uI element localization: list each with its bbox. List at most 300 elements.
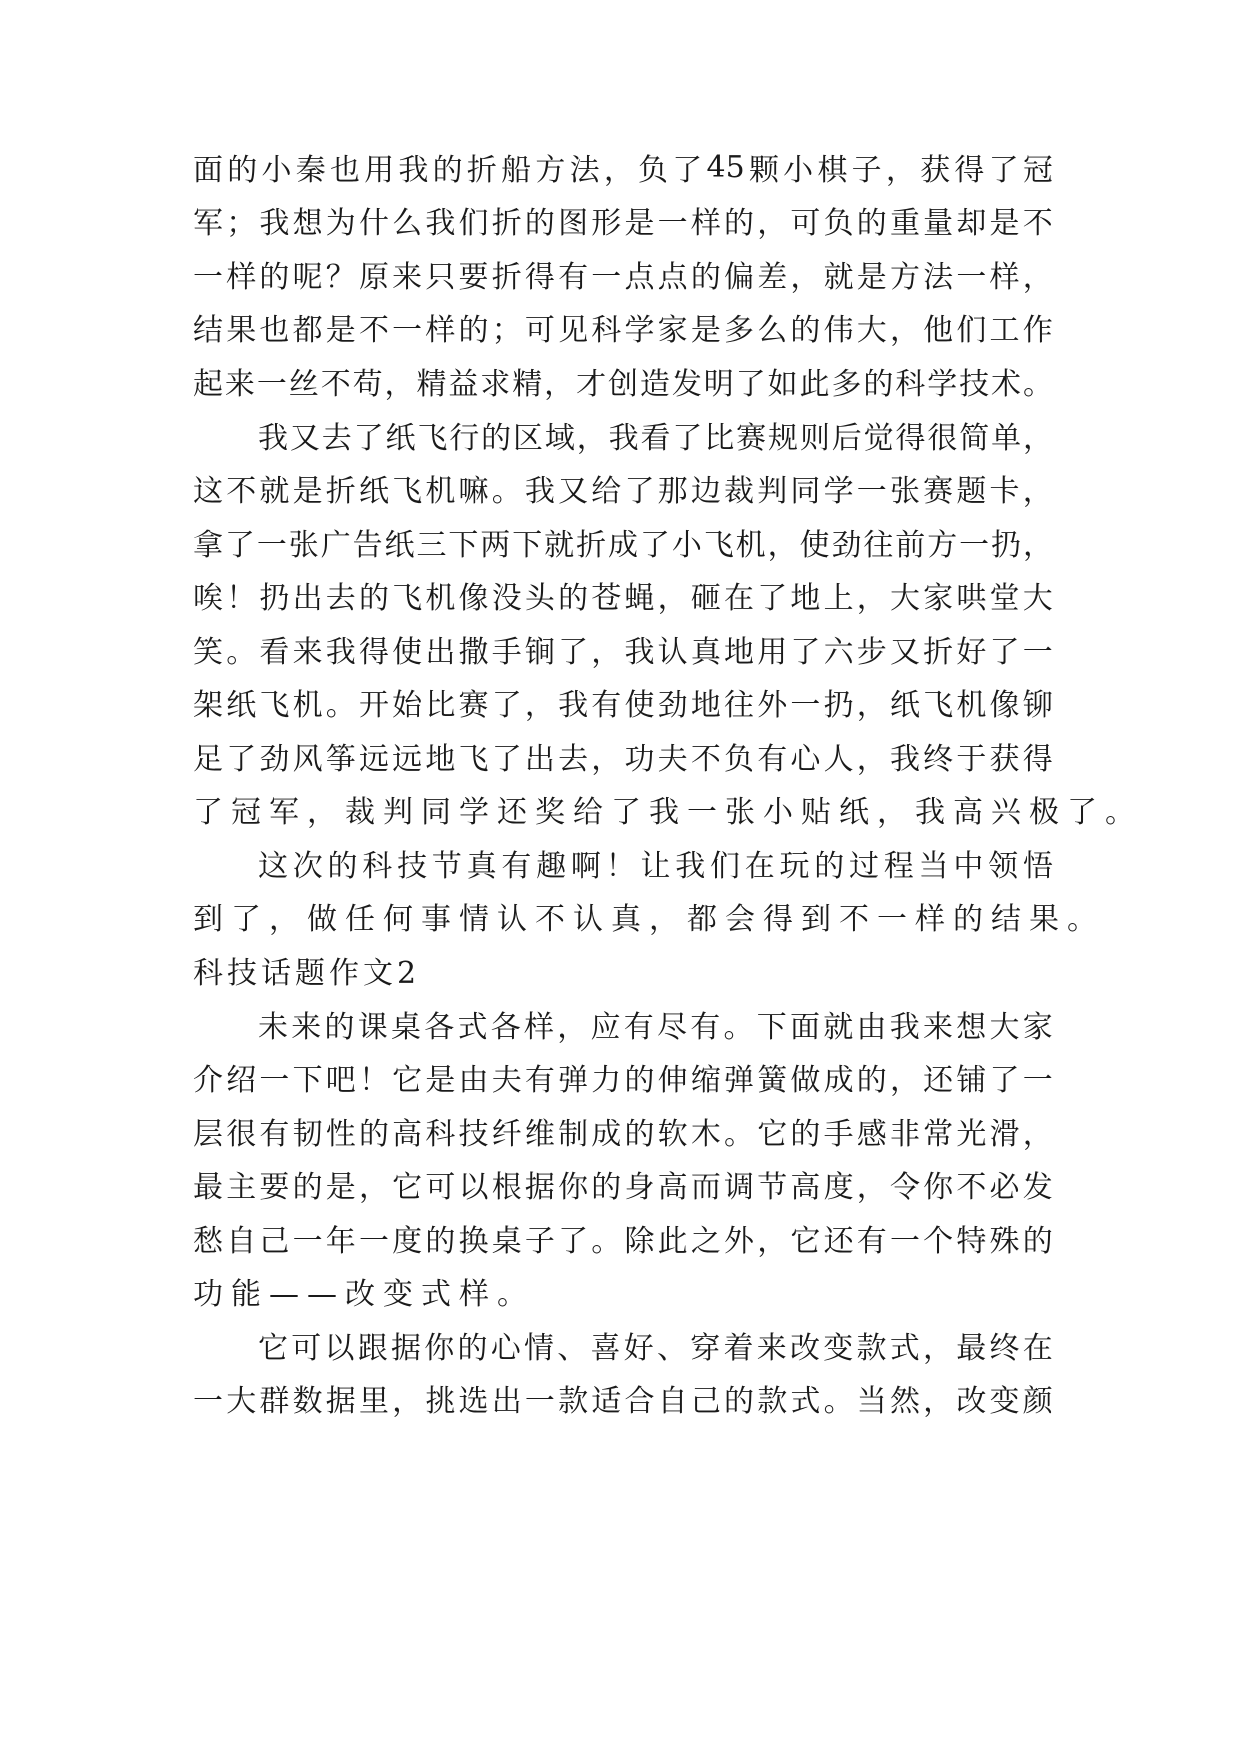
glyph: 的 [856,206,887,241]
glyph: 得 [954,153,985,188]
glyph: 飞 [259,688,290,723]
glyph: 一 [790,688,821,723]
glyph: 看 [640,421,671,456]
glyph: 方 [927,528,958,563]
glyph: 有 [558,260,589,295]
glyph: 远 [358,742,389,777]
glyph: 外 [724,1224,754,1259]
glyph: 苍 [591,581,622,616]
glyph: ， [392,1384,423,1419]
text-line [193,513,1053,571]
glyph: 心 [490,1331,521,1366]
glyph: ！ [358,1063,389,1098]
glyph: 折 [491,260,522,295]
glyph: 面 [790,1010,820,1045]
glyph: 此 [657,1224,688,1259]
glyph: 课 [357,1010,388,1045]
glyph: 群 [259,1384,290,1419]
glyph: 都 [292,313,323,348]
glyph: 规 [768,421,798,456]
glyph: 出 [292,581,323,616]
glyph: 使 [392,635,423,670]
glyph: 真 [466,849,497,884]
glyph: 弹 [558,1063,589,1098]
glyph: 认 [657,635,688,670]
glyph: 发 [1022,1170,1053,1205]
glyph: 了 [491,742,522,777]
glyph: 扔 [991,528,1022,563]
glyph: ， [889,313,920,348]
glyph: 风 [292,742,323,777]
glyph: 然 [889,1384,920,1419]
glyph: 术 [991,367,1022,402]
glyph: 差 [757,260,788,295]
glyph: 一 [956,260,987,295]
glyph: 获 [989,742,1020,777]
glyph: 子 [851,153,882,188]
glyph: 堂 [989,581,1020,616]
glyph: 告 [352,528,383,563]
glyph: 真 [690,635,721,670]
glyph: 不 [1022,206,1053,241]
glyph: 心 [790,742,821,777]
glyph: 张 [288,528,319,563]
glyph: 冠 [1022,153,1053,188]
glyph: 纸 [226,688,257,723]
glyph: 可 [425,1170,456,1205]
glyph: 船 [501,153,532,188]
glyph: 技 [397,849,428,884]
glyph: 还 [923,1063,954,1098]
glyph: 觉 [863,421,894,456]
glyph: 的 [814,849,845,884]
glyph: 光 [956,1117,987,1152]
glyph: 家 [923,581,954,616]
glyph: 是 [690,313,721,348]
glyph: 学 [823,474,854,509]
text-line [193,727,1053,785]
glyph: 手 [491,635,522,670]
glyph: 是 [425,1063,456,1098]
glyph: 伸 [657,1063,688,1098]
glyph: 。 [724,1117,754,1152]
glyph: 的 [432,153,463,188]
glyph: 。 [491,474,522,509]
glyph: 木 [690,1117,721,1152]
glyph: 点 [624,260,655,295]
glyph: 点 [657,260,688,295]
glyph: 始 [392,688,423,723]
glyph: 他 [923,313,954,348]
glyph: 样 [524,1010,554,1045]
glyph: 的 [558,581,589,616]
glyph: 筝 [325,742,356,777]
glyph: 的 [227,153,258,188]
glyph: 手 [823,1117,854,1152]
glyph: 域 [544,421,575,456]
glyph: ！ [226,581,257,616]
glyph: 一 [256,528,287,563]
glyph: 功 [624,742,655,777]
glyph: 喜 [590,1331,621,1366]
glyph: 们 [709,849,740,884]
glyph: 改 [790,1331,820,1366]
glyph: 比 [704,421,735,456]
glyph: 那 [657,474,688,509]
glyph: 我 [325,635,356,670]
glyph: 了 [735,367,766,402]
glyph: 秦 [295,153,326,188]
glyph: 小 [261,153,292,188]
glyph: 两 [480,528,511,563]
text-line [193,298,1053,356]
glyph: 开 [358,688,389,723]
glyph: 可 [790,206,821,241]
glyph: 量 [923,206,954,241]
glyph: 法 [923,260,954,295]
glyph: 据 [524,1170,555,1205]
glyph: 起 [193,367,223,402]
glyph: 赛 [458,688,489,723]
glyph: 锏 [524,635,555,670]
glyph: 款 [757,1384,788,1419]
glyph: 一 [889,1224,920,1259]
text-line [193,138,1053,196]
glyph: 可 [524,313,555,348]
glyph: 除 [624,1224,655,1259]
glyph: 我 [398,153,429,188]
glyph: 赛 [923,474,954,509]
glyph: 做 [790,1063,821,1098]
glyph: 滑 [989,1117,1020,1152]
glyph: 区 [513,421,543,456]
glyph: 有 [591,688,622,723]
glyph: 当 [918,849,949,884]
glyph: 力 [591,1063,622,1098]
glyph: 了 [672,153,703,188]
glyph: 据 [391,1331,421,1366]
glyph: 下 [512,528,543,563]
glyph: 式 [790,1384,821,1419]
glyph: 苟 [352,367,383,402]
glyph: ， [384,367,415,402]
glyph: 机 [292,688,323,723]
glyph: 制 [558,1117,589,1152]
glyph: 来 [756,1331,787,1366]
glyph: 方 [535,153,566,188]
glyph: 软 [657,1117,688,1152]
glyph: 机 [956,688,987,723]
glyph: 扔 [259,581,290,616]
glyph: 也 [259,313,290,348]
glyph: 有 [690,1010,721,1045]
glyph: 么 [392,206,423,241]
glyph: 棋 [817,153,848,188]
glyph: 精 [416,367,447,402]
glyph: 想 [956,1010,987,1045]
glyph: 去 [321,421,352,456]
glyph: 前 [895,528,926,563]
text-line [193,620,1053,678]
glyph: 不 [320,367,351,402]
glyph: 人 [823,742,854,777]
glyph: 而 [690,1170,721,1205]
glyph: 小 [783,153,814,188]
glyph: 益 [448,367,479,402]
glyph: 飞 [923,688,954,723]
glyph: 此 [799,367,830,402]
glyph: ， [856,688,887,723]
glyph: 大 [226,1384,257,1419]
glyph: ， [757,1224,788,1259]
glyph: 使 [624,688,655,723]
glyph: 了 [624,474,655,509]
glyph: 合 [624,1384,655,1419]
glyph: 纸 [385,421,416,456]
glyph: 了 [672,421,703,456]
glyph: 后 [831,421,862,456]
glyph: ， [591,635,622,670]
glyph: 负 [823,206,854,241]
glyph: 让 [640,849,671,884]
glyph: 折 [576,528,607,563]
glyph: 下 [292,1063,323,1098]
glyph: 身 [624,1170,655,1205]
glyph: 图 [558,206,589,241]
glyph: 的 [425,1224,456,1259]
glyph: 有 [259,1117,290,1152]
glyph: 有 [757,742,788,777]
glyph: 还 [823,1224,854,1259]
glyph: 飞 [392,474,423,509]
glyph: 地 [690,688,721,723]
glyph: 来 [392,260,423,295]
glyph: 纤 [491,1117,522,1152]
glyph: 好 [956,635,987,670]
glyph: 很 [226,1117,257,1152]
glyph: 获 [920,153,951,188]
glyph: 以 [458,1170,489,1205]
glyph: 的 [724,1384,754,1419]
glyph: 它 [790,1224,821,1259]
glyph: 给 [591,474,622,509]
glyph: 多 [831,367,862,402]
glyph: 一 [358,1224,389,1259]
glyph: 啊 [570,849,601,884]
glyph: 终 [923,742,954,777]
glyph: 地 [724,635,754,670]
glyph: 款 [558,1384,589,1419]
text-line [193,1209,1053,1267]
glyph: 你 [424,1331,455,1366]
glyph: ， [1022,1117,1053,1152]
glyph: 上 [823,581,854,616]
glyph: 扔 [823,688,854,723]
glyph: 度 [823,1170,854,1205]
glyph: 机 [425,581,456,616]
glyph: 终 [989,1331,1020,1366]
glyph: 绍 [226,1063,257,1098]
glyph: 了 [989,635,1020,670]
glyph: 创 [607,367,638,402]
glyph: 造 [639,367,670,402]
glyph: 根 [491,1170,522,1205]
glyph: 各 [490,1010,521,1045]
text-line [193,1102,1053,1160]
glyph: 吧 [325,1063,356,1098]
glyph: 铆 [1022,688,1053,723]
glyph: 负 [638,153,669,188]
glyph: 主 [226,1170,257,1205]
glyph: 下 [756,1010,787,1045]
glyph: 挑 [425,1384,456,1419]
glyph: 的 [324,1010,355,1045]
glyph: 科 [425,1117,456,1152]
glyph: 当 [856,1384,887,1419]
glyph: 纸 [384,528,415,563]
glyph: 了 [353,421,384,456]
glyph: 特 [956,1224,987,1259]
glyph: 自 [226,1224,257,1259]
glyph: 次 [292,849,323,884]
glyph: ， [856,1170,887,1205]
glyph: 使 [799,528,830,563]
glyph: 法 [569,153,600,188]
glyph: 我 [425,206,456,241]
glyph: 往 [863,528,894,563]
glyph: 一 [259,1063,290,1098]
glyph: 远 [392,742,423,777]
glyph: ， [1022,474,1053,509]
glyph: 形 [591,206,622,241]
glyph: 也 [329,153,360,188]
glyph: 样 [226,260,257,295]
glyph: 呢 [292,260,323,295]
glyph: 军 [193,206,223,241]
glyph: 则 [799,421,830,456]
glyph: 换 [458,1224,489,1259]
glyph: 地 [790,581,821,616]
glyph: 了 [224,528,255,563]
glyph: 一 [193,260,223,295]
glyph: 好 [623,1331,654,1366]
paragraph-last-line: 到了，做任何事情认不认真，都会得到不一样的结果。 [193,902,1105,937]
glyph: 裁 [724,474,754,509]
glyph: 己 [259,1224,290,1259]
glyph: 样 [425,313,456,348]
glyph: 最 [193,1170,223,1205]
glyph: 的 [259,260,290,295]
glyph: 一 [959,528,990,563]
glyph: 出 [491,1384,522,1419]
glyph: 是 [325,313,356,348]
text-line [193,1048,1053,1106]
glyph: 必 [989,1170,1020,1205]
glyph: 单 [991,421,1022,456]
glyph: 大 [889,581,920,616]
glyph: 的 [690,260,721,295]
glyph: 由 [458,1063,489,1098]
glyph: 的 [790,1117,821,1152]
glyph: 样 [690,206,721,241]
glyph: 得 [524,260,555,295]
glyph: 、 [557,1331,588,1366]
glyph: 适 [591,1384,622,1419]
glyph: 判 [757,474,788,509]
glyph: 殊 [989,1224,1020,1259]
glyph: 高 [657,1170,688,1205]
glyph: 我 [675,849,706,884]
glyph: 夫 [491,1063,522,1098]
paragraph-first-line [258,406,1053,464]
glyph: 桌 [491,1224,522,1259]
glyph: 了 [989,1063,1020,1098]
glyph: 性 [325,1117,356,1152]
glyph: 玩 [779,849,810,884]
glyph: 、 [657,1331,687,1366]
glyph: 跟 [357,1331,388,1366]
glyph: 负 [724,742,754,777]
glyph: 我 [889,742,920,777]
paragraph-last-line: 了冠军，裁判同学还奖给了我一张小贴纸，我高兴极了。 [193,795,1143,830]
text-line [193,245,1053,303]
glyph: 科 [362,849,393,884]
glyph: 它 [392,1063,423,1098]
glyph: 我 [608,421,639,456]
glyph: 最 [956,1331,987,1366]
glyph: 看 [259,635,290,670]
glyph: 科 [895,367,926,402]
glyph: 我 [259,206,290,241]
glyph: 改 [956,1384,987,1419]
glyph: 发 [671,367,702,402]
glyph: 感 [856,1117,887,1152]
glyph: 见 [558,313,589,348]
glyph: 哄 [956,581,987,616]
glyph: 。 [1022,367,1053,402]
glyph: 丝 [288,367,319,402]
glyph: 在 [1022,1331,1053,1366]
glyph: ； [226,206,257,241]
glyph: 的 [358,1117,389,1152]
glyph: 款 [856,1331,887,1366]
glyph: 得 [358,635,389,670]
glyph: 么 [757,313,788,348]
glyph: 多 [724,313,754,348]
glyph: 我 [558,688,589,723]
glyph: 。 [723,1010,754,1045]
glyph: 砸 [690,581,721,616]
glyph: 了 [988,153,1019,188]
glyph: 求 [480,367,511,402]
glyph: 出 [425,635,456,670]
glyph: 是 [856,260,887,295]
glyph: 明 [703,367,734,402]
text-line [193,1155,1053,1213]
glyph: 有 [623,1010,654,1045]
glyph: 它 [392,1170,423,1205]
glyph: 铺 [956,1063,987,1098]
glyph: 之 [690,1224,721,1259]
glyph: 高 [392,1117,423,1152]
glyph: 去 [558,742,589,777]
glyph: 只 [425,260,456,295]
glyph: 调 [724,1170,754,1205]
glyph: 出 [524,742,555,777]
paragraph-last-line: 功能——改变式样。 [193,1277,535,1312]
glyph: 广 [320,528,351,563]
glyph: 伟 [823,313,854,348]
